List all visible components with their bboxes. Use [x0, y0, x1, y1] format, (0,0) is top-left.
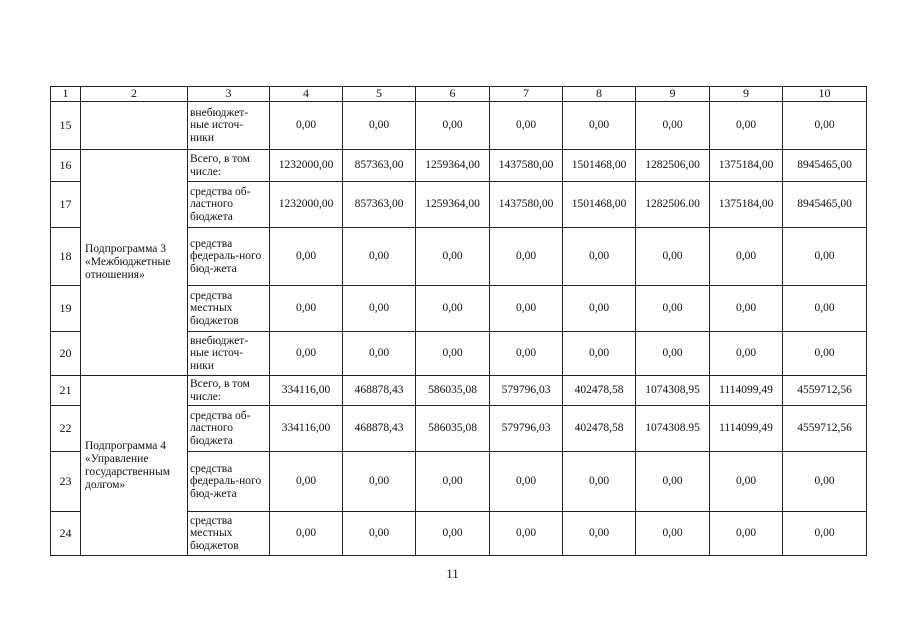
amount-cell: 586035,08	[416, 376, 490, 406]
funding-source: средства местных бюджетов	[188, 512, 270, 556]
amount-cell: 0,00	[636, 512, 710, 556]
amount-cell: 1232000,00	[270, 182, 343, 228]
row-number: 24	[51, 512, 81, 556]
amount-cell: 402478,58	[563, 376, 636, 406]
funding-source: средства федераль-ного бюд-жета	[188, 228, 270, 286]
amount-cell: 0,00	[416, 452, 490, 512]
amount-cell: 0,00	[563, 286, 636, 332]
amount-cell: 0,00	[636, 228, 710, 286]
amount-cell: 0,00	[783, 228, 867, 286]
column-header: 10	[783, 87, 867, 102]
amount-cell: 8945465,00	[783, 182, 867, 228]
funding-source: средства об-ластного бюджета	[188, 406, 270, 452]
amount-cell: 468878,43	[343, 376, 416, 406]
header-row	[51, 87, 867, 102]
row-number: 20	[51, 332, 81, 376]
amount-cell: 586035,08	[416, 406, 490, 452]
amount-cell: 0,00	[783, 102, 867, 150]
amount-cell: 0,00	[710, 228, 783, 286]
amount-cell: 0,00	[783, 512, 867, 556]
amount-cell: 4559712,56	[783, 376, 867, 406]
amount-cell: 0,00	[783, 332, 867, 376]
amount-cell: 1259364,00	[416, 150, 490, 182]
row-number: 16	[51, 150, 81, 182]
row-number: 19	[51, 286, 81, 332]
amount-cell: 1074308.95	[636, 406, 710, 452]
amount-cell: 1375184,00	[710, 182, 783, 228]
funding-source: внебюджет-ные источ-ники	[188, 102, 270, 150]
amount-cell: 334116,00	[270, 376, 343, 406]
row-number: 15	[51, 102, 81, 150]
amount-cell: 0,00	[343, 102, 416, 150]
column-header: 8	[563, 87, 636, 102]
amount-cell: 1074308,95	[636, 376, 710, 406]
amount-cell: 334116,00	[270, 406, 343, 452]
amount-cell: 0,00	[710, 512, 783, 556]
column-header: 1	[51, 87, 81, 102]
row-number: 22	[51, 406, 81, 452]
amount-cell: 0,00	[343, 228, 416, 286]
amount-cell: 0,00	[636, 452, 710, 512]
amount-cell: 0,00	[710, 452, 783, 512]
amount-cell: 0,00	[563, 332, 636, 376]
amount-cell: 0,00	[563, 512, 636, 556]
amount-cell: 1282506.00	[636, 182, 710, 228]
funding-source: средства местных бюджетов	[188, 286, 270, 332]
amount-cell: 857363,00	[343, 150, 416, 182]
column-header: 6	[416, 87, 490, 102]
table-row	[51, 150, 867, 182]
amount-cell: 0,00	[636, 286, 710, 332]
amount-cell: 0,00	[343, 332, 416, 376]
amount-cell: 402478,58	[563, 406, 636, 452]
amount-cell: 1437580,00	[490, 182, 563, 228]
amount-cell: 0,00	[490, 228, 563, 286]
column-header: 7	[490, 87, 563, 102]
column-header: 4	[270, 87, 343, 102]
amount-cell: 0,00	[710, 102, 783, 150]
funding-source: средства федераль-ного бюд-жета	[188, 452, 270, 512]
amount-cell: 0,00	[416, 512, 490, 556]
amount-cell: 1501468,00	[563, 182, 636, 228]
subprogram-4-label: Подпрограмма 4 «Управление государственным долгом»	[81, 376, 188, 556]
funding-source: средства об-ластного бюджета	[188, 182, 270, 228]
row-number: 17	[51, 182, 81, 228]
amount-cell: 0,00	[636, 102, 710, 150]
amount-cell: 0,00	[710, 286, 783, 332]
amount-cell: 0,00	[490, 512, 563, 556]
amount-cell: 0,00	[416, 228, 490, 286]
amount-cell: 1375184,00	[710, 150, 783, 182]
amount-cell: 1114099,49	[710, 406, 783, 452]
amount-cell: 0,00	[270, 452, 343, 512]
program-cell-empty	[81, 102, 188, 150]
funding-source: Всего, в том числе:	[188, 150, 270, 182]
amount-cell: 0,00	[270, 102, 343, 150]
amount-cell: 8945465,00	[783, 150, 867, 182]
page-number: 11	[446, 566, 459, 581]
column-header: 9	[710, 87, 783, 102]
table-row	[51, 376, 867, 406]
amount-cell: 0,00	[270, 228, 343, 286]
column-header: 5	[343, 87, 416, 102]
amount-cell: 0,00	[416, 332, 490, 376]
amount-cell: 579796,03	[490, 406, 563, 452]
amount-cell: 857363,00	[343, 182, 416, 228]
amount-cell: 0,00	[343, 512, 416, 556]
amount-cell: 1259364,00	[416, 182, 490, 228]
row-number: 23	[51, 452, 81, 512]
amount-cell: 0,00	[563, 452, 636, 512]
amount-cell: 0,00	[270, 286, 343, 332]
budget-table	[50, 86, 867, 556]
amount-cell: 0,00	[270, 512, 343, 556]
column-header: 3	[188, 87, 270, 102]
amount-cell: 0,00	[783, 452, 867, 512]
amount-cell: 0,00	[710, 332, 783, 376]
amount-cell: 1114099,49	[710, 376, 783, 406]
amount-cell: 0,00	[490, 102, 563, 150]
funding-source: Всего, в том числе:	[188, 376, 270, 406]
amount-cell: 579796,03	[490, 376, 563, 406]
amount-cell: 468878,43	[343, 406, 416, 452]
amount-cell: 1232000,00	[270, 150, 343, 182]
table-row	[51, 102, 867, 150]
amount-cell: 0,00	[343, 452, 416, 512]
row-number: 21	[51, 376, 81, 406]
amount-cell: 0,00	[563, 102, 636, 150]
amount-cell: 0,00	[563, 228, 636, 286]
amount-cell: 1437580,00	[490, 150, 563, 182]
amount-cell: 0,00	[490, 332, 563, 376]
amount-cell: 0,00	[490, 452, 563, 512]
subprogram-3-label: Подпрограмма 3 «Межбюджетные отношения»	[81, 150, 188, 376]
amount-cell: 0,00	[416, 102, 490, 150]
amount-cell: 4559712,56	[783, 406, 867, 452]
amount-cell: 0,00	[270, 332, 343, 376]
row-number: 18	[51, 228, 81, 286]
column-header: 9	[636, 87, 710, 102]
funding-source: внебюджет-ные источ-ники	[188, 332, 270, 376]
amount-cell: 0,00	[783, 286, 867, 332]
amount-cell: 1282506,00	[636, 150, 710, 182]
amount-cell: 0,00	[490, 286, 563, 332]
amount-cell: 1501468,00	[563, 150, 636, 182]
amount-cell: 0,00	[343, 286, 416, 332]
amount-cell: 0,00	[636, 332, 710, 376]
column-header: 2	[81, 87, 188, 102]
amount-cell: 0,00	[416, 286, 490, 332]
